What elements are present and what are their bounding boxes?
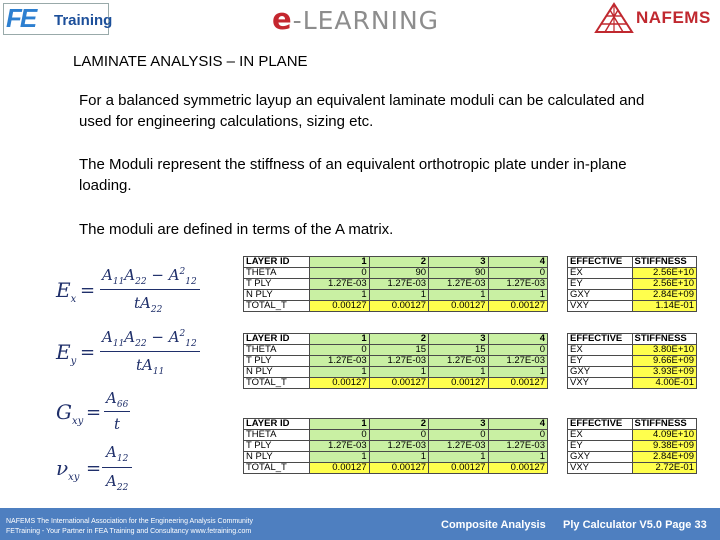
table-row: EY 9.66E+09 — [568, 356, 697, 367]
table-row: THETA 0 15 15 0 — [244, 345, 548, 356]
header — [0, 0, 720, 42]
footer-section-title: Composite Analysis — [441, 519, 546, 531]
table-row: LAYER ID 1 2 3 4 — [244, 334, 548, 345]
formula-ey: $E_y$ = $A_{11}A_{22} - A^2_{12}$ $tA_{11}$ — [56, 324, 206, 384]
table-row: TOTAL_T 0.00127 0.00127 0.00127 0.00127 — [244, 463, 548, 474]
table-row: EFFECTIVE STIFFNESS — [568, 334, 697, 345]
stiffness-table-3 — [567, 418, 697, 474]
slide-title: LAMINATE ANALYSIS – IN PLANE — [73, 53, 308, 70]
table-row: LAYER ID 1 2 3 4 — [244, 419, 548, 430]
elearning-logo-text: -LEARNING — [292, 6, 440, 35]
table-row: TOTAL_T 0.00127 0.00127 0.00127 0.00127 — [244, 378, 548, 389]
paragraph-balanced-layup: For a balanced symmetric layup an equivalent laminate moduli can be calculated and used for engineering calculations, sizing etc. — [79, 92, 645, 130]
table-row: EFFECTIVE STIFFNESS — [568, 419, 697, 430]
layup-table-1 — [243, 256, 548, 312]
table-row: GXY 2.84E+09 — [568, 452, 697, 463]
fe-logo-mark: FE — [6, 3, 36, 33]
nafems-globe-icon — [592, 2, 636, 34]
table-row: GXY 2.84E+09 — [568, 290, 697, 301]
layup-table-2 — [243, 333, 548, 389]
table-row: VXY 2.72E-01 — [568, 463, 697, 474]
nafems-logo — [590, 2, 718, 36]
table-row: T PLY 1.27E-03 1.27E-03 1.27E-03 1.27E-03 — [244, 441, 548, 452]
nafems-logo-word: NAFEMS — [636, 8, 711, 27]
elearning-logo-e: e — [272, 2, 293, 36]
table-row: THETA 0 0 0 0 — [244, 430, 548, 441]
footer-page-info: Ply Calculator V5.0 Page 33 — [563, 519, 707, 531]
table-row: N PLY 1 1 1 1 — [244, 367, 548, 378]
table-row: EFFECTIVE STIFFNESS — [568, 257, 697, 268]
stiffness-table-2 — [567, 333, 697, 389]
table-row: N PLY 1 1 1 1 — [244, 290, 548, 301]
fe-logo-word: Training — [54, 12, 113, 29]
table-row: EY 9.38E+09 — [568, 441, 697, 452]
table-row: N PLY 1 1 1 1 — [244, 452, 548, 463]
table-row: T PLY 1.27E-03 1.27E-03 1.27E-03 1.27E-03 — [244, 356, 548, 367]
footer-bar — [0, 508, 720, 540]
table-row: T PLY 1.27E-03 1.27E-03 1.27E-03 1.27E-03 — [244, 279, 548, 290]
table-row: VXY 1.14E-01 — [568, 301, 697, 312]
elearning-logo — [272, 2, 439, 36]
footer-line-fetraining: FETraining - Your Partner in FEA Training and Consultancy www.fetraining.com — [6, 528, 252, 535]
table-row: EX 4.09E+10 — [568, 430, 697, 441]
footer-line-nafems: NAFEMS The International Association for the Engineering Analysis Community — [6, 518, 253, 525]
table-row: VXY 4.00E-01 — [568, 378, 697, 389]
table-row: EX 2.56E+10 — [568, 268, 697, 279]
table-row: LAYER ID 1 2 3 4 — [244, 257, 548, 268]
table-row: GXY 3.93E+09 — [568, 367, 697, 378]
table-row: THETA 0 90 90 0 — [244, 268, 548, 279]
paragraph-moduli-stiffness: The Moduli represent the stiffness of an equivalent orthotropic plate under in-plane loading. — [79, 156, 627, 194]
layup-table-3 — [243, 418, 548, 474]
paragraph-a-matrix: The moduli are defined in terms of the A matrix. — [79, 221, 394, 238]
table-row: EX 3.80E+10 — [568, 345, 697, 356]
table-row: TOTAL_T 0.00127 0.00127 0.00127 0.00127 — [244, 301, 548, 312]
fe-training-logo — [3, 3, 113, 35]
stiffness-table-1 — [567, 256, 697, 312]
formula-gxy: $G_{xy}$ = $A_{66}$ t — [56, 389, 129, 433]
formula-vxy: $\nu_{xy}$ = $A_{12}$ $A_{22}$ — [56, 440, 156, 496]
table-row: EY 2.56E+10 — [568, 279, 697, 290]
formula-ex: $E_x$ = $A_{11}A_{22} - A^2_{12}$ $tA_{22}$ — [56, 262, 206, 322]
footer-credits — [6, 517, 253, 537]
